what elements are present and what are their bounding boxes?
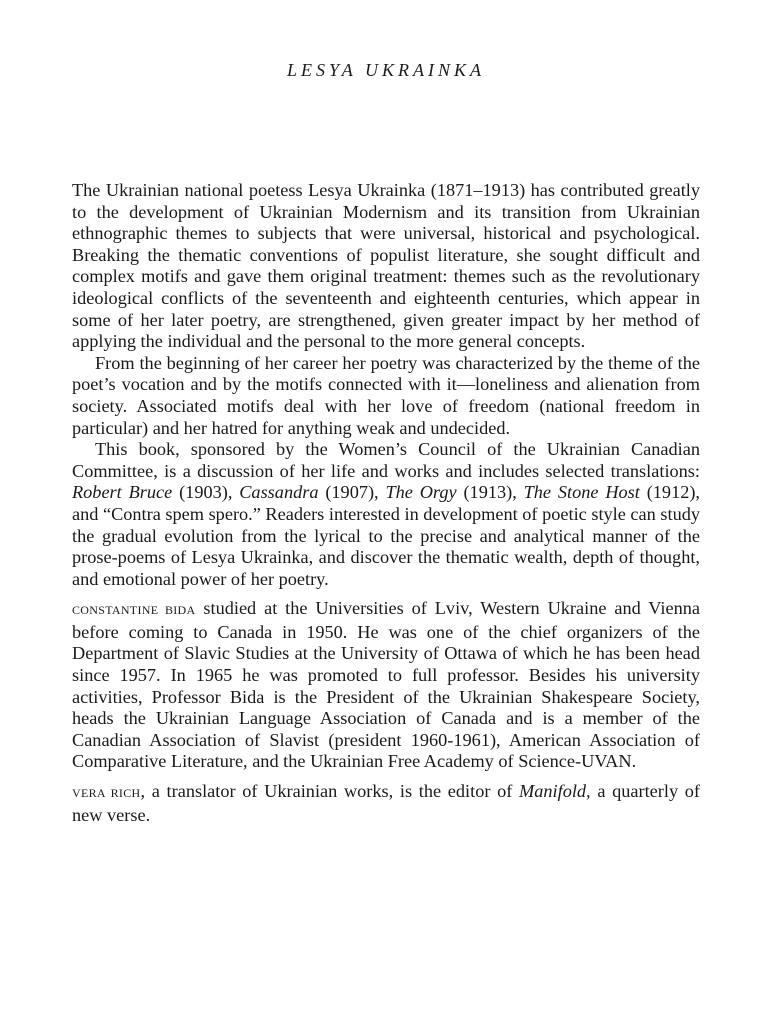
book-cover-page bbox=[72, 0, 700, 1024]
paragraph-3-text-2: (1903), bbox=[172, 482, 240, 503]
author-bio-bida bbox=[72, 598, 700, 773]
title-robert-bruce: Robert Bruce bbox=[72, 482, 173, 503]
paragraph-3-text-3: (1907), bbox=[318, 482, 386, 503]
paragraph-3-text-4: (1913), bbox=[456, 482, 524, 503]
translator-bio-rich bbox=[72, 781, 700, 826]
bio-rich-text-1: , a translator of Ukrainian works, is the editor of bbox=[140, 781, 520, 802]
description-paragraph-2: From the beginning of her career her poetry was characterized by the theme of the poet’s vocation and by the motifs connected with it—loneliness and alienation from society. Associated motifs deal with her love of freedom (national freedom in particular) and her hatred for anything weak and undecided. bbox=[72, 352, 700, 438]
title-cassandra: Cassandra bbox=[239, 482, 319, 503]
book-title: LESYA UKRAINKA bbox=[287, 60, 485, 80]
description-paragraph-1: The Ukrainian national poetess Lesya Ukrainka (1871–1913) has contributed greatly to the development of Ukrainian Modernism and its transition from Ukrainian ethnographic themes to subjects that were universal, historical and psychological. Breaking the thematic conventions of populist literature, she sought difficult and complex motifs and gave them original treatment: themes such as the revolutionary ideological conflicts of the seventeenth and eighteenth centuries, which appear in some of her later poetry, are strengthened, given greater impact by her method of applying the individual and the personal to the more general concepts. bbox=[72, 180, 700, 352]
bio-rich-text-2: a quarterly of new verse. bbox=[72, 781, 701, 825]
translator-name-rich: VERA RICH bbox=[72, 786, 141, 801]
paragraph-3-text-5: (1912), and “Contra spem spero.” Readers interested in development of poetic style can study the gradual evolution from the lyrical to the precise and analytical manner of the prose-poems of Lesya Ukrainka, and discover the thematic wealth, depth of thought, and emotional power of her poetry. bbox=[72, 482, 701, 589]
paragraph-3-text-1: This book, sponsored by the Women’s Council of the Ukrainian Canadian Committee, is a discussion of her life and works and includes selected translations: bbox=[72, 439, 700, 481]
bio-bida-text: studied at the Universities of Lviv, Western Ukraine and Vienna before coming to Canada in 1950. He was one of the chief organizers of the Department of Slavic Studies at the University of Ottawa of which he has been head since 1957. In 1965 he was promoted to full professor. Besides his university activities, Professor Bida is the President of the Ukrainian Shakespeare Society, heads the Ukrainian Language Association of Canada and is a member of the Canadian Association of Slavist (president 1960-1961), American Association of Comparative Literature, and the Ukrainian Free Academy of Science-UVAN. bbox=[72, 598, 700, 772]
description-paragraph-3 bbox=[72, 439, 700, 590]
author-name-bida: CONSTANTINE BIDA bbox=[72, 603, 196, 618]
title-manifold: Manifold, bbox=[519, 781, 591, 802]
title-the-orgy: The Orgy bbox=[385, 482, 457, 503]
title-the-stone-host: The Stone Host bbox=[523, 482, 640, 503]
book-description bbox=[72, 180, 700, 826]
